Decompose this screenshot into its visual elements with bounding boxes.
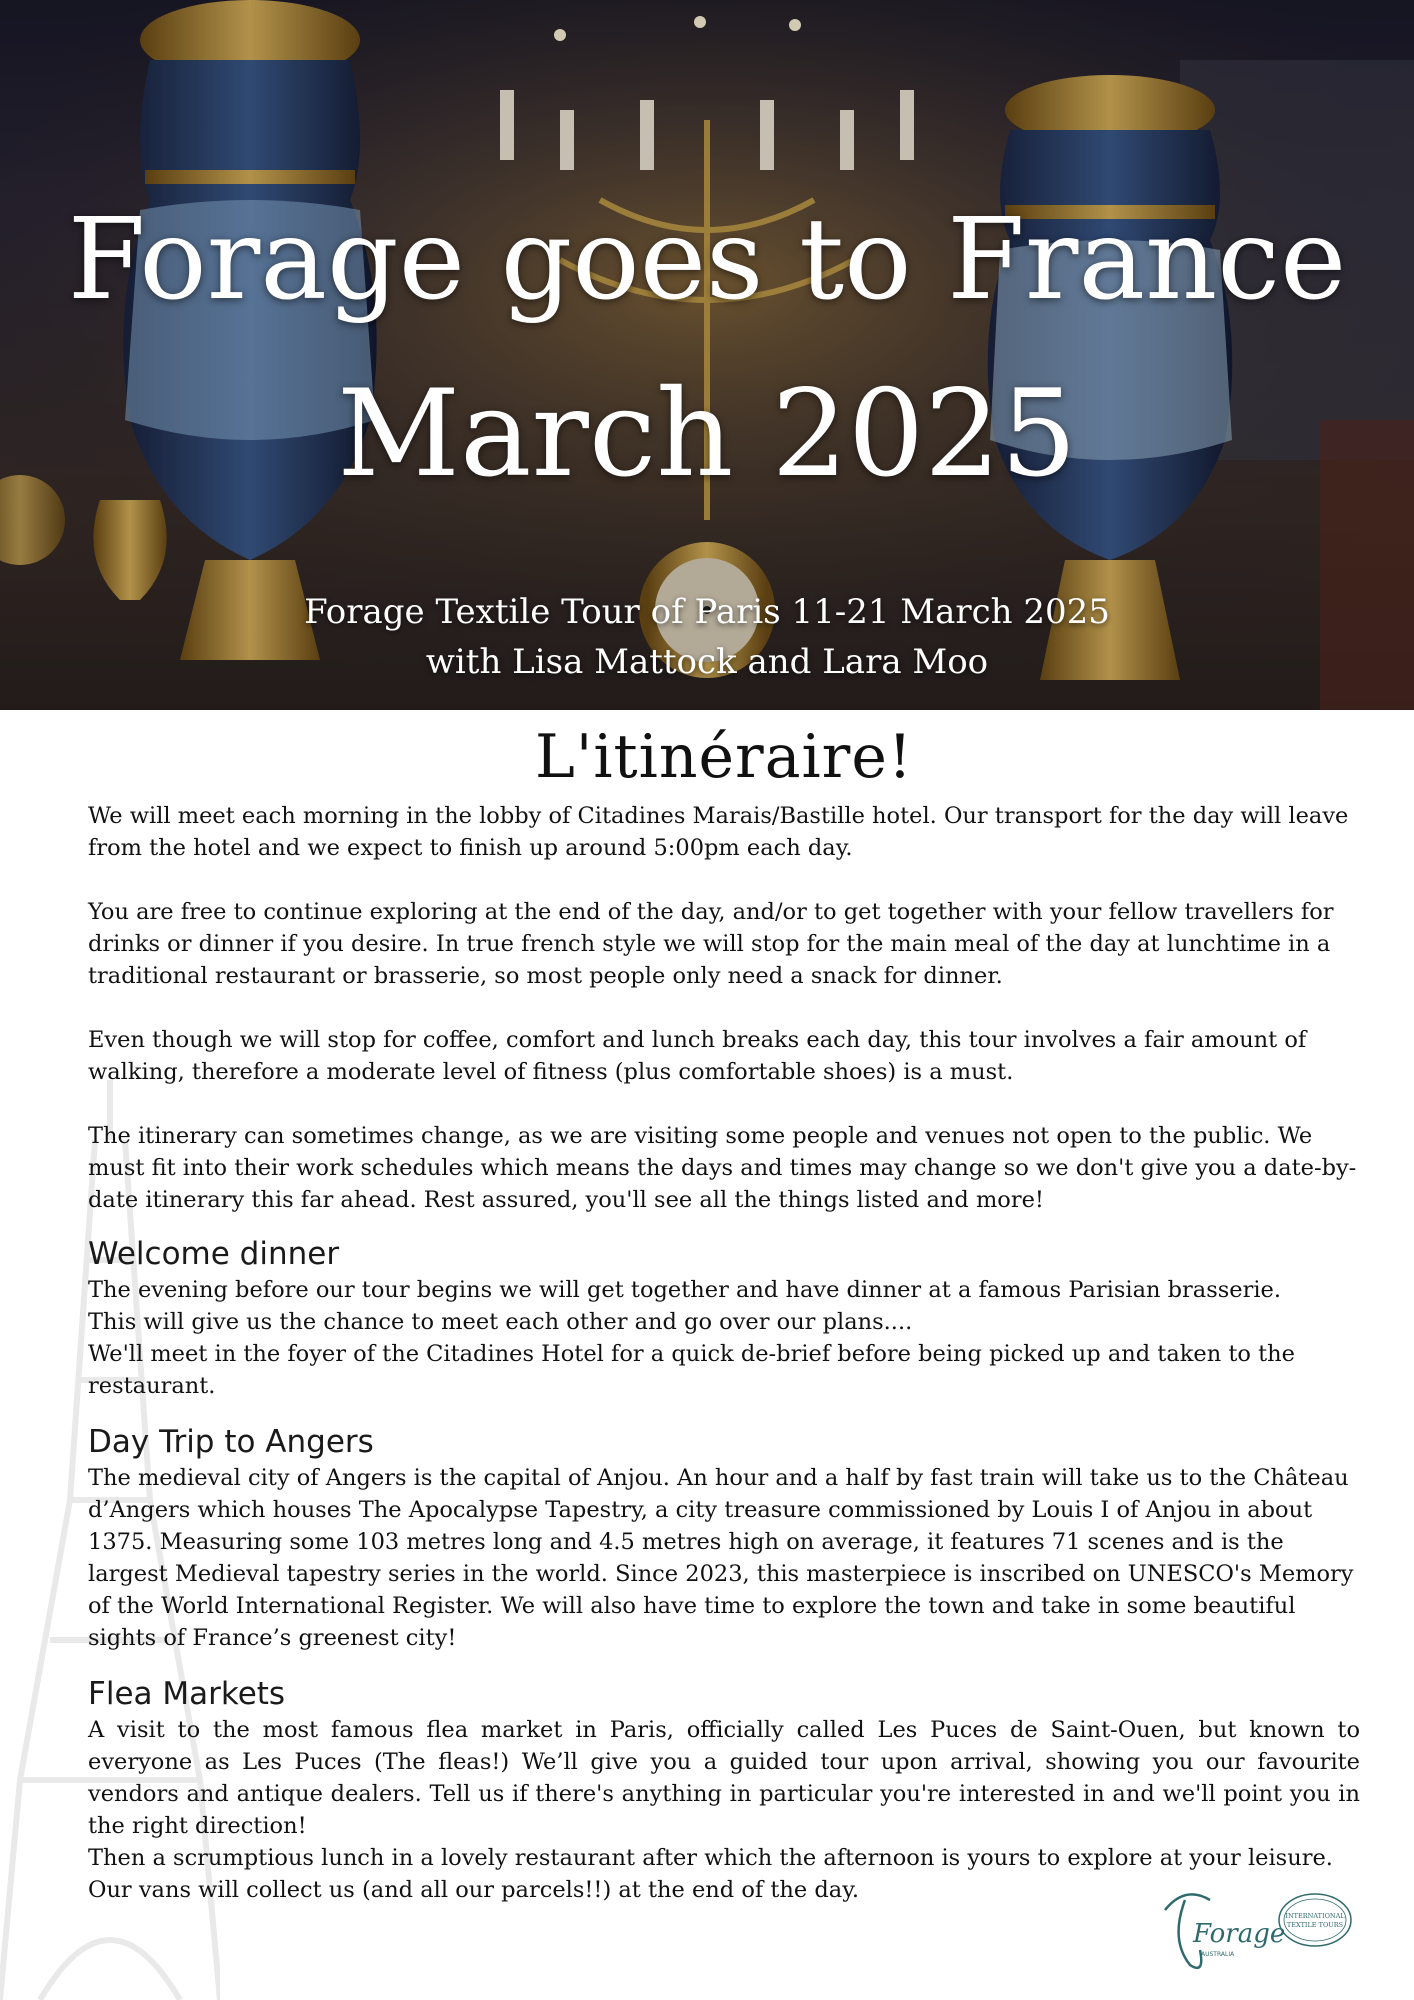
intro-paragraph-2: You are free to continue exploring at the end of the day, and/or to get together with your fellow travellers for drinks or dinner if you desire. In true french style we will stop for the main meal of the day at lunchtime in a traditional restaurant or brasserie, so most people only need a snack for dinner.: [88, 899, 1334, 989]
angers-paragraph: The medieval city of Angers is the capital of Anjou. An hour and a half by fast train will take us to the Château d’Angers which houses The Apocalypse Tapestry, a city treasure commissioned by Louis I of Anjou in about 1375. Measuring some 103 metres long and 4.5 metres high on average, it features 71 scenes and is the largest Medieval tapestry series in the world. Since 2023, this masterpiece is inscribed on UNESCO's Memory of the World International Register. We will also have time to explore the town and take in some beautiful sights of France’s greenest city!: [88, 1465, 1354, 1651]
intro-paragraph-3: Even though we will stop for coffee, comfort and lunch breaks each day, this tour involves a fair amount of walking, therefore a moderate level of fitness (plus comfortable shoes) is a must.: [88, 1027, 1307, 1085]
section-title: L'itinéraire!: [535, 722, 913, 792]
hero-title-line1: Forage goes to France: [67, 195, 1347, 325]
welcome-dinner-line3: We'll meet in the foyer of the Citadines Hotel for a quick de-brief before being picked up and taken to the restaurant.: [88, 1341, 1295, 1399]
welcome-dinner-line1: The evening before our tour begins we will get together and have dinner at a famous Parisian brasserie.: [88, 1277, 1282, 1303]
intro-paragraph-4: The itinerary can sometimes change, as we are visiting some people and venues not open to the public. We must fit into their work schedules which means the days and times may change so we don't give you a date-by-date itinerary this far ahead. Rest assured, you'll see all the things listed and more!: [88, 1123, 1357, 1213]
hero-subtitle-line2: with Lisa Mattock and Lara Moo: [425, 642, 989, 682]
seal-line2: TEXTILE TOURS: [1286, 1921, 1344, 1929]
logo-script-small: AUSTRALIA: [1201, 1951, 1235, 1958]
seal-line1: INTERNATIONAL: [1285, 1912, 1345, 1920]
international-textile-tours-seal: [1279, 1894, 1351, 1946]
forage-script-logo: [1165, 1894, 1285, 1967]
flea-paragraph-2: Then a scrumptious lunch in a lovely restaurant after which the afternoon is yours to explore at your leisure.: [88, 1845, 1333, 1871]
flea-markets-heading: Flea Markets: [88, 1676, 286, 1712]
angers-heading: Day Trip to Angers: [88, 1424, 374, 1460]
flea-paragraph-3: Our vans will collect us (and all our parcels!!) at the end of the day.: [88, 1877, 860, 1903]
welcome-dinner-heading: Welcome dinner: [88, 1236, 340, 1272]
hero-title-line2: March 2025: [337, 365, 1077, 504]
intro-paragraph-1: We will meet each morning in the lobby of Citadines Marais/Bastille hotel. Our transport for the day will leave from the hotel and we expect to finish up around 5:00pm each day.: [88, 803, 1349, 861]
forage-logo: [1155, 1880, 1355, 1980]
flea-paragraph-1: A visit to the most famous flea market in Paris, officially called Les Puces de Saint-Ouen, but known to everyone as Les Puces (The fleas!) We’ll give you a guided tour upon arrival, showing you our favourite vendors and antique dealers. Tell us if there's anything in particular you're interested in and we'll point you in the right direction!: [88, 1717, 1360, 1839]
itinerary-content: [88, 710, 1360, 1906]
hero-subtitle-line1: Forage Textile Tour of Paris 11-21 March 2025: [304, 592, 1110, 632]
logo-script-text: Forage: [1193, 1919, 1286, 1949]
welcome-dinner-line2: This will give us the chance to meet each other and go over our plans....: [88, 1309, 913, 1335]
hero-banner: [0, 0, 1414, 710]
